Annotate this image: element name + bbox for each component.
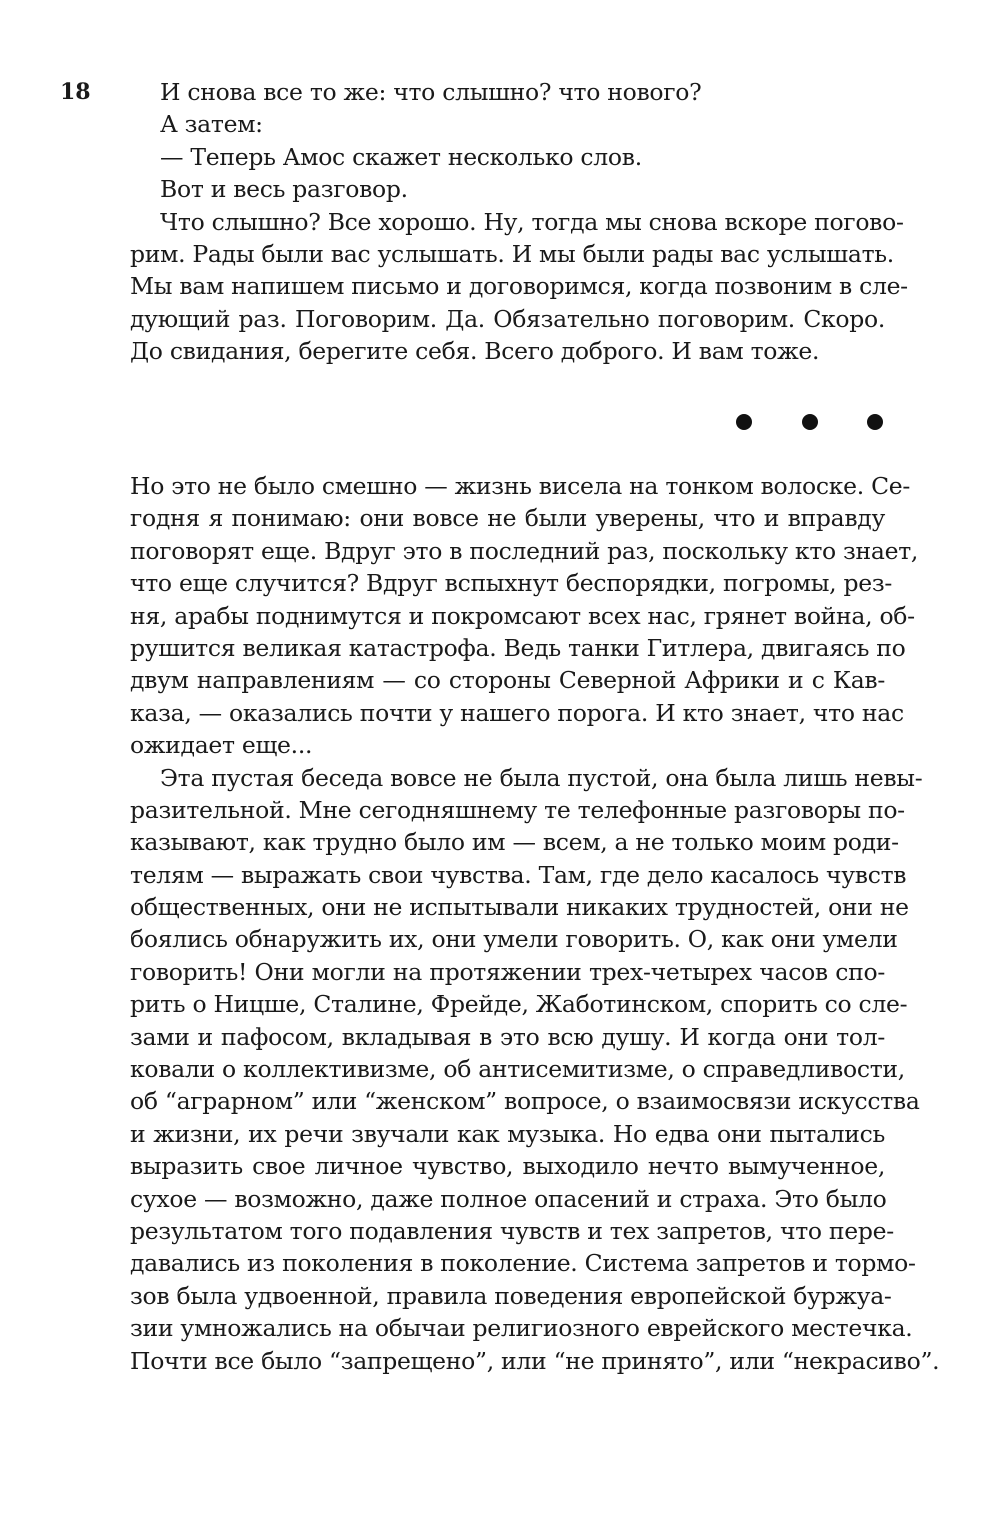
text-line: телям — выражать свои чувства. Там, где дело касалось чувств [130,860,907,889]
text-line: и жизни, их речи звучали как музыка. Но едва они пытались [130,1119,885,1148]
dialogue-section [130,76,908,368]
text-line: говорить! Они могли на протяжении трех-четырех часов спо- [130,957,885,986]
text-line: поговорят еще. Вдруг это в последний раз, поскольку кто знает, [130,536,919,565]
text-line: давались из поколения в поколение. Система запретов и тормо- [130,1249,916,1278]
text-line: зов была удвоенной, правила поведения европейской буржуа- [130,1281,892,1310]
separator-dot [867,414,883,430]
text-line: выразить свое личное чувство, выходило нечто вымученное, [130,1152,885,1181]
text-line: двум направлениям — со стороны Северной Африки и с Кав- [130,666,885,695]
text-line: казывают, как трудно было им — всем, а не только моим роди- [130,828,899,857]
text-line: результатом того подавления чувств и тех запретов, что пере- [130,1216,894,1245]
text-line: Но это не было смешно — жизнь висела на тонком волоске. Се- [130,472,910,500]
text-line: ожидает еще... [130,731,313,760]
text-line: об “аграрном” или “женском” вопросе, о взаимосвязи искусства [130,1087,920,1116]
text-line: рушится великая катастрофа. Ведь танки Гитлера, двигаясь по [130,633,906,662]
text-line: рить о Ницше, Сталине, Фрейде, Жаботинском, спорить со сле- [130,990,908,1019]
text-line: разительной. Мне сегодняшнему те телефонные разговоры по- [130,795,905,824]
text-line: ня, арабы поднимутся и покромсают всех нас, грянет война, об- [130,601,915,630]
page-number: 18 [60,79,91,105]
text-line: сухое — возможно, даже полное опасений и страха. Это было [130,1184,887,1213]
text-line: — Теперь Амос скажет несколько слов. [160,142,642,171]
section-separator [736,412,886,432]
separator-dot [736,414,752,430]
text-line: Вот и весь разговор. [160,175,408,204]
text-line: Мы вам напишем письмо и договоримся, когда позвоним в сле- [130,272,908,301]
text-line: До свидания, берегите себя. Всего доброго. И вам тоже. [130,337,820,366]
text-line: ковали о коллективизме, об антисемитизме, о справедливости, [130,1055,905,1084]
text-line: рим. Рады были вас услышать. И мы были рады вас услышать. [130,239,894,268]
text-line: каза, — оказались почти у нашего порога. И кто знает, что нас [130,698,904,727]
narrative-section [130,470,940,1377]
text-line: годня я понимаю: они вовсе не были уверены, что и вправду [130,504,885,533]
text-line: А затем: [160,110,263,139]
text-line: зами и пафосом, вкладывая в это всю душу. И когда они тол- [130,1022,885,1051]
separator-dot [802,414,818,430]
text-line: Почти все было “запрещено”, или “не принято”, или “некрасиво”. [130,1346,940,1375]
text-line: дующий раз. Поговорим. Да. Обязательно поговорим. Скоро. [130,304,885,333]
text-line: И снова все то же: что слышно? что нового? [160,78,702,106]
text-line: боялись обнаружить их, они умели говорить. О, как они умели [130,925,898,954]
text-line: зии умножались на обычаи религиозного еврейского местечка. [130,1314,913,1343]
text-line: общественных, они не испытывали никаких трудностей, они не [130,893,909,922]
text-line: Эта пустая беседа вовсе не была пустой, она была лишь невы- [160,763,923,792]
text-line: Что слышно? Все хорошо. Ну, тогда мы снова вскоре погово- [160,207,904,236]
text-line: что еще случится? Вдруг вспыхнут беспорядки, погромы, рез- [130,569,893,598]
